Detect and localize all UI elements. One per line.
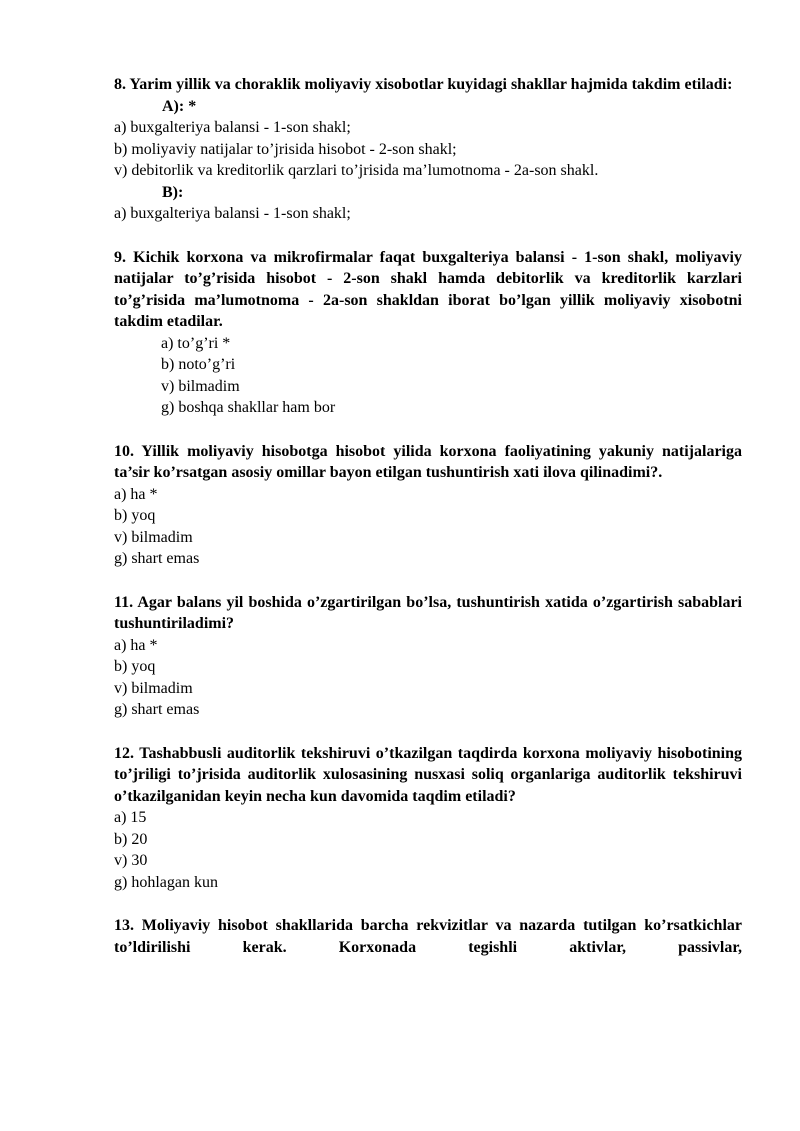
spacer xyxy=(114,893,742,915)
question-10-text: 10. Yillik moliyaviy hisobotga hisobot yilida korxona faoliyatining yakuniy natijalariga ta’sir ko’rsatgan asosiy omillar bayon etilgan tushuntirish xati ilova qilinadimi?. xyxy=(114,442,742,481)
question-8-b-option-a: a) buxgalteriya balansi - 1-son shakl; xyxy=(114,205,351,222)
question-11-text: 11. Agar balans yil boshida o’zgartirilgan bo’lsa, tushuntirish xatida o’zgartirish sabablari tushuntiriladimi? xyxy=(114,593,742,632)
question-11-option-v: v) bilmadim xyxy=(114,679,193,697)
question-8-section-b-label: B): xyxy=(162,183,184,201)
question-8-section-a-label: A): * xyxy=(162,97,197,115)
question-9-text: 9. Kichik korxona va mikrofirmalar faqat buxgalteriya balansi - 1-son shakl, moliyaviy natijalar to’g’risida hisobot - 2-son shakl hamda debitorlik va kreditorlik karzlari to’g’risida ma’lumotnoma - 2a-son shakldan iborat bo’lgan yillik moliyaviy xisobotni takdim etadilar. xyxy=(114,248,742,330)
question-12-option-a: a) 15 xyxy=(114,809,147,826)
spacer xyxy=(114,721,742,743)
question-10-option-b: b) yoq xyxy=(114,507,156,524)
question-10-option-v: v) bilmadim xyxy=(114,528,193,546)
question-11-option-b: b) yoq xyxy=(114,658,156,675)
question-11-option-g: g) shart emas xyxy=(114,701,200,718)
question-10-option-g: g) shart emas xyxy=(114,550,200,567)
spacer xyxy=(114,570,742,592)
question-8-a-option-b: b) moliyaviy natijalar to’jrisida hisobot - 2-son shakl; xyxy=(114,140,457,158)
question-10-option-a: a) ha * xyxy=(114,485,158,503)
question-8-a-option-a: a) buxgalteriya balansi - 1-son shakl; xyxy=(114,119,351,136)
question-9-option-a: a) to’g’ri * xyxy=(161,334,231,352)
question-9-option-b: b) noto’g’ri xyxy=(161,356,236,373)
question-8-text: 8. Yarim yillik va choraklik moliyaviy xisobotlar kuyidagi shakllar hajmida takdim etiladi: xyxy=(114,76,733,93)
question-8-a-option-v: v) debitorlik va kreditorlik qarzlari to’jrisida ma’lumotnoma - 2a-son shakl. xyxy=(114,162,599,179)
question-11-option-a: a) ha * xyxy=(114,636,158,654)
document-body xyxy=(114,74,742,958)
spacer xyxy=(114,419,742,441)
spacer xyxy=(114,225,742,247)
question-13-text: 13. Moliyaviy hisobot shakllarida barcha rekvizitlar va nazarda tutilgan ko’rsatkichlar to’ldirilishi kerak. Korxonada tegishli aktivlar, passivlar, xyxy=(114,917,742,956)
question-12-option-g: g) hohlagan kun xyxy=(114,873,218,891)
question-9-option-g: g) boshqa shakllar ham bor xyxy=(161,399,336,416)
question-9-option-v: v) bilmadim xyxy=(161,377,240,395)
question-12-option-v: v) 30 xyxy=(114,852,148,869)
question-12-option-b: b) 20 xyxy=(114,830,148,848)
question-12-text: 12. Tashabbusli auditorlik tekshiruvi o’tkazilgan taqdirda korxona moliyaviy hisobotining to’jriligi to’jrisida auditorlik xulosasining nusxasi soliq organlariga auditorlik tekshiruvi o’tkazilganidan keyin necha kun davomida taqdim etiladi? xyxy=(114,744,742,805)
